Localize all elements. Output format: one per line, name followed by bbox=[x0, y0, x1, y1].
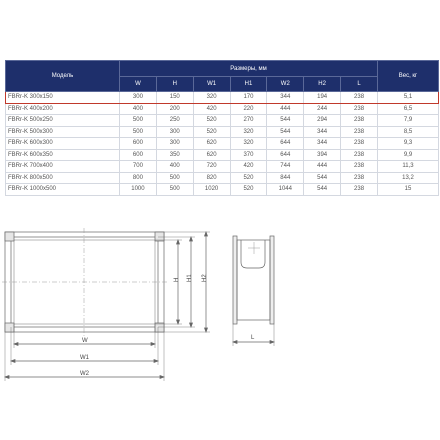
dimension-cell: 444 bbox=[304, 161, 341, 173]
dimension-cell: 244 bbox=[304, 103, 341, 115]
weight-cell: 11,3 bbox=[378, 161, 439, 173]
dimension-cell: 294 bbox=[304, 115, 341, 127]
filter-bag-profile bbox=[241, 240, 265, 268]
dimension-cell: 720 bbox=[193, 161, 230, 173]
dimension-label-w2: W2 bbox=[80, 371, 89, 377]
dimension-cell: 400 bbox=[156, 161, 193, 173]
dimension-label-h2: H2 bbox=[202, 274, 208, 282]
dimension-cell: 1044 bbox=[267, 184, 304, 196]
dimension-cell: 344 bbox=[304, 126, 341, 138]
dimension-label-l: L bbox=[251, 335, 255, 341]
dimension-cell: 644 bbox=[267, 149, 304, 161]
column-header-w1: W1 bbox=[193, 77, 230, 92]
weight-cell: 6,5 bbox=[378, 103, 439, 115]
dimension-cell: 500 bbox=[156, 184, 193, 196]
dimension-cell: 544 bbox=[267, 126, 304, 138]
weight-cell: 7,9 bbox=[378, 115, 439, 127]
dimension-cell: 744 bbox=[267, 161, 304, 173]
dimension-cell: 320 bbox=[230, 126, 267, 138]
weight-column-header: Вес, кг bbox=[378, 61, 439, 92]
model-column-header: Модель bbox=[6, 61, 120, 92]
dimension-cell: 194 bbox=[304, 92, 341, 104]
model-cell: FBRr-K 500x250 bbox=[6, 115, 120, 127]
dimension-cell: 238 bbox=[341, 92, 378, 104]
dimension-cell: 370 bbox=[230, 149, 267, 161]
corner-bracket bbox=[155, 323, 164, 332]
dimension-cell: 238 bbox=[341, 149, 378, 161]
dimension-cell: 800 bbox=[120, 172, 157, 184]
weight-cell: 15 bbox=[378, 184, 439, 196]
dimension-cell: 200 bbox=[156, 103, 193, 115]
dimension-cell: 844 bbox=[267, 172, 304, 184]
model-cell: FBRr-K 1000x500 bbox=[6, 184, 120, 196]
dimension-cell: 344 bbox=[267, 92, 304, 104]
dimension-cell: 320 bbox=[193, 92, 230, 104]
dimension-cell: 238 bbox=[341, 115, 378, 127]
dimension-cell: 444 bbox=[267, 103, 304, 115]
dimension-cell: 350 bbox=[156, 149, 193, 161]
corner-bracket bbox=[5, 323, 14, 332]
weight-cell: 9,9 bbox=[378, 149, 439, 161]
dimension-cell: 544 bbox=[304, 184, 341, 196]
model-cell: FBRr-K 300x150 bbox=[6, 92, 120, 104]
front-view bbox=[2, 228, 210, 381]
dimension-label-w1: W1 bbox=[80, 355, 89, 361]
weight-cell: 5,1 bbox=[378, 92, 439, 104]
dimension-cell: 400 bbox=[120, 103, 157, 115]
dimension-cell: 300 bbox=[156, 126, 193, 138]
dimension-cell: 500 bbox=[156, 172, 193, 184]
dimension-cell: 300 bbox=[156, 138, 193, 150]
weight-cell: 9,3 bbox=[378, 138, 439, 150]
dimension-label-h: H bbox=[174, 277, 180, 282]
dimension-cell: 500 bbox=[120, 126, 157, 138]
dimension-cell: 420 bbox=[193, 103, 230, 115]
dimension-cell: 820 bbox=[193, 172, 230, 184]
dimension-cell: 320 bbox=[230, 138, 267, 150]
model-cell: FBRr-K 800x500 bbox=[6, 172, 120, 184]
dimension-cell: 150 bbox=[156, 92, 193, 104]
dimension-cell: 620 bbox=[193, 149, 230, 161]
dimension-cell: 600 bbox=[120, 138, 157, 150]
dimension-cell: 520 bbox=[230, 172, 267, 184]
corner-bracket bbox=[5, 232, 14, 241]
dimension-cell: 394 bbox=[304, 149, 341, 161]
dimension-cell: 270 bbox=[230, 115, 267, 127]
dimension-cell: 1020 bbox=[193, 184, 230, 196]
dimension-cell: 520 bbox=[230, 184, 267, 196]
column-header-h1: H1 bbox=[230, 77, 267, 92]
dimension-cell: 620 bbox=[193, 138, 230, 150]
weight-cell: 8,5 bbox=[378, 126, 439, 138]
dimension-cell: 238 bbox=[341, 126, 378, 138]
dimension-cell: 238 bbox=[341, 184, 378, 196]
model-cell: FBRr-K 600x350 bbox=[6, 149, 120, 161]
dimension-cell: 250 bbox=[156, 115, 193, 127]
right-flange bbox=[270, 236, 274, 324]
corner-bracket bbox=[155, 232, 164, 241]
dimension-cell: 238 bbox=[341, 138, 378, 150]
dimension-cell: 238 bbox=[341, 172, 378, 184]
dimension-cell: 520 bbox=[193, 115, 230, 127]
dimensions-group-header: Размеры, мм bbox=[120, 61, 378, 77]
model-cell: FBRr-K 400x200 bbox=[6, 103, 120, 115]
dimension-cell: 1000 bbox=[120, 184, 157, 196]
dimension-cell: 600 bbox=[120, 149, 157, 161]
dimension-cell: 170 bbox=[230, 92, 267, 104]
dimension-cell: 544 bbox=[267, 115, 304, 127]
dimension-cell: 344 bbox=[304, 138, 341, 150]
dimension-cell: 220 bbox=[230, 103, 267, 115]
dimension-cell: 500 bbox=[120, 115, 157, 127]
column-header-h: H bbox=[156, 77, 193, 92]
column-header-h2: H2 bbox=[304, 77, 341, 92]
dimension-cell: 520 bbox=[193, 126, 230, 138]
dimension-cell: 544 bbox=[304, 172, 341, 184]
model-cell: FBRr-K 500x300 bbox=[6, 126, 120, 138]
dimension-cell: 238 bbox=[341, 161, 378, 173]
dimension-label-w: W bbox=[82, 338, 88, 344]
dimension-cell: 300 bbox=[120, 92, 157, 104]
column-header-l: L bbox=[341, 77, 378, 92]
left-flange bbox=[233, 236, 237, 324]
model-cell: FBRr-K 700x400 bbox=[6, 161, 120, 173]
dimension-label-h1: H1 bbox=[187, 274, 193, 282]
column-header-w2: W2 bbox=[267, 77, 304, 92]
model-cell: FBRr-K 600x300 bbox=[6, 138, 120, 150]
dimension-cell: 420 bbox=[230, 161, 267, 173]
side-view bbox=[233, 236, 274, 346]
dimension-cell: 700 bbox=[120, 161, 157, 173]
column-header-w: W bbox=[120, 77, 157, 92]
dimension-cell: 644 bbox=[267, 138, 304, 150]
dimension-cell: 238 bbox=[341, 103, 378, 115]
weight-cell: 13,2 bbox=[378, 172, 439, 184]
